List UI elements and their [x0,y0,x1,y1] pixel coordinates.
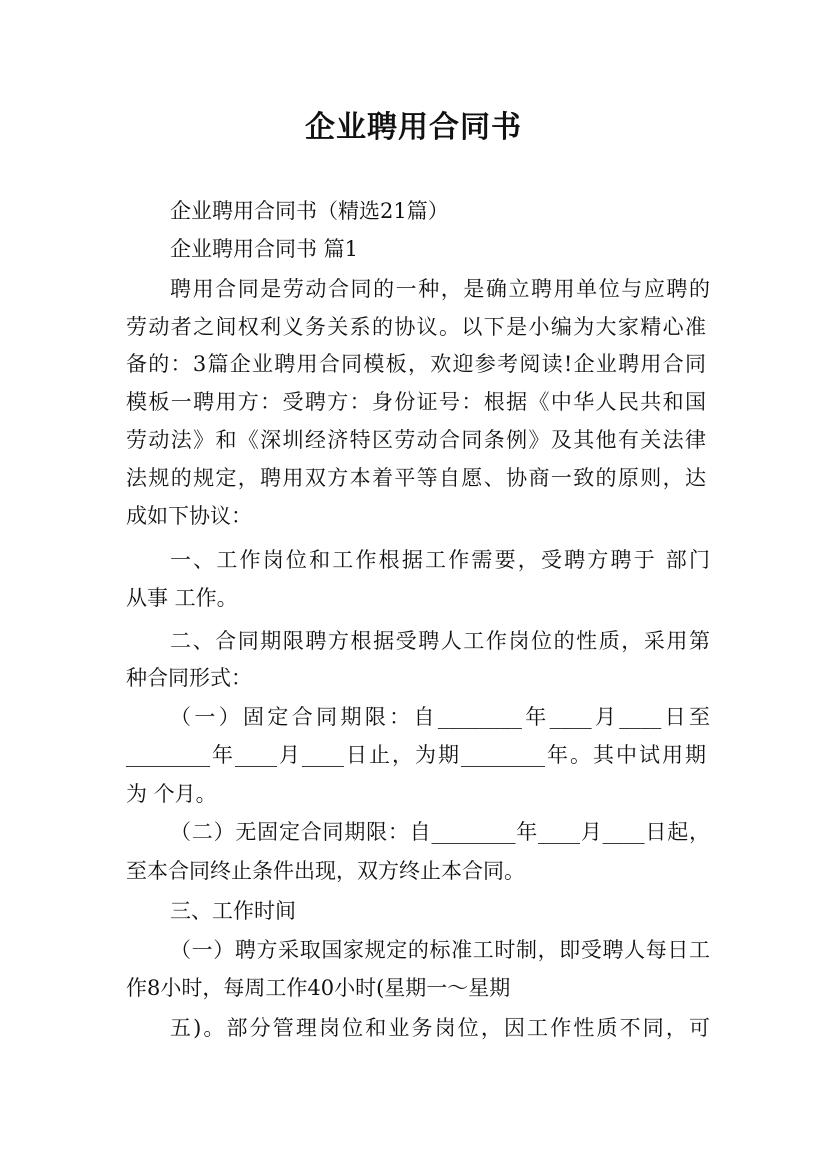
paragraph-line: ________年____月____日止，为期________年。其中试用期 [126,743,706,767]
paragraph-line: （一）固定合同期限：自________年____月____日至 [170,705,710,729]
paragraph-line: （一）聘方采取国家规定的标准工时制，即受聘人每日工 [170,938,710,962]
paragraph-line: 成如下协议： [126,504,252,528]
paragraph-line: 企业聘用合同书（精选21篇） [170,199,449,223]
document-title: 企业聘用合同书 [305,110,522,145]
paragraph-line: 聘用合同是劳动合同的一种，是确立聘用单位与应聘的 [170,277,710,301]
paragraph-line: 作8小时，每周工作40小时(星期一～星期 [126,976,511,1000]
paragraph-line: 一、工作岗位和工作根据工作需要，受聘方聘于 部门 [170,548,710,572]
paragraph-line: 种合同形式： [126,666,252,690]
paragraph-line: 至本合同终止条件出现，双方终止本合同。 [126,859,525,883]
paragraph-line: 模板一聘用方：受聘方：身份证号：根据《中华人民共和国 [126,390,706,414]
paragraph-line: 为 个月。 [126,782,217,806]
paragraph-line: 法规的规定，聘用双方本着平等自愿、协商一致的原则，达 [126,466,706,490]
paragraph-line: （二）无固定合同期限：自________年____月____日起， [170,820,710,844]
paragraph-line: 备的：3篇企业聘用合同模板，欢迎参考阅读!企业聘用合同 [126,352,706,376]
paragraph-line: 二、合同期限聘方根据受聘人工作岗位的性质，采用第 [170,629,710,653]
paragraph-line: 企业聘用合同书 篇1 [170,237,359,261]
paragraph-line: 劳动者之间权利义务关系的协议。以下是小编为大家精心准 [126,315,706,339]
paragraph-line: 五)。部分管理岗位和业务岗位，因工作性质不同，可 [170,1016,710,1040]
paragraph-line: 劳动法》和《深圳经济特区劳动合同条例》及其他有关法律 [126,428,706,452]
section-heading: 三、工作时间 [170,899,296,923]
paragraph-line: 从事 工作。 [126,586,238,610]
